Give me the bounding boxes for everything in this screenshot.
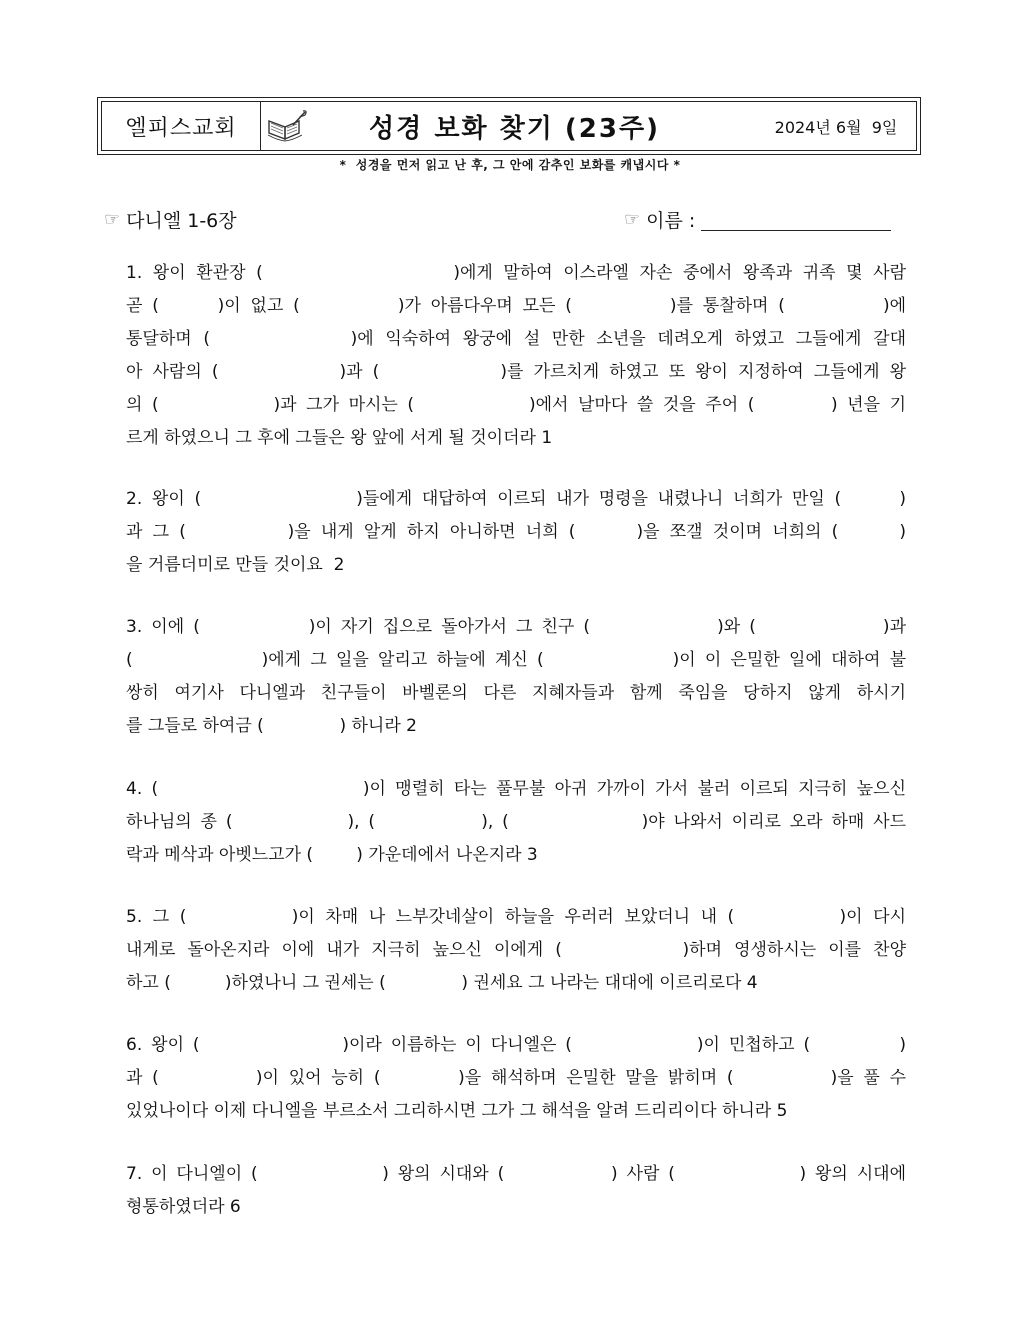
question-line: 과 그 ( )을 내게 알게 하지 아니하면 너희 ( )을 쪼갤 것이며 너희의 ( )	[126, 522, 906, 542]
pointing-hand-icon: ☞	[104, 209, 121, 230]
question-line: 르게 하였으니 그 후에 그들은 왕 앞에 서게 될 것이더라 1	[126, 428, 553, 448]
question-1	[126, 257, 906, 455]
chapter-label: 다니엘 1-6장	[126, 210, 237, 232]
question-line: 3. 이에 ( )이 자기 집으로 돌아가서 그 친구 ( )와 ( )과	[126, 617, 906, 637]
question-3	[126, 611, 906, 743]
question-4	[126, 773, 906, 872]
question-7	[126, 1158, 906, 1224]
instruction-text: * 성경을 먼저 읽고 난 후, 그 안에 감추인 보화를 캐냅시다 *	[339, 158, 681, 172]
question-line: 곧 ( )이 없고 ( )가 아름다우며 모든 ( )를 통찰하며 ( )에	[126, 296, 906, 316]
question-5	[126, 901, 906, 1000]
question-line: 있었나이다 이제 다니엘을 부르소서 그리하시면 그가 그 해석을 알려 드리리이다 하니라 5	[126, 1101, 788, 1121]
question-6	[126, 1029, 906, 1128]
name-field	[624, 206, 891, 233]
question-line: 내게로 돌아온지라 이에 내가 지극히 높으신 이에게 ( )하며 영생하시는 이를 찬양	[126, 940, 907, 960]
question-line: 아 사람의 ( )과 ( )를 가르치게 하였고 또 왕이 지정하여 그들에게 왕	[126, 362, 906, 382]
question-line: 쌍히 여기사 다니엘과 친구들이 바벨론의 다른 지혜자들과 함께 죽임을 당하지 않게 하시기	[126, 683, 906, 703]
question-2	[126, 483, 906, 582]
question-line: ( )에게 그 일을 알리고 하늘에 계신 ( )이 이 은밀한 일에 대하여 불	[126, 650, 906, 670]
chapter-heading	[104, 206, 237, 233]
question-line: 하나님의 종 ( ), ( ), ( )야 나와서 이리로 오라 하매 사드	[126, 812, 906, 832]
name-input-line[interactable]	[701, 208, 891, 231]
question-line: 1. 왕이 환관장 ( )에게 말하여 이스라엘 자손 중에서 왕족과 귀족 몇 사람	[126, 263, 906, 283]
book-logo-svg	[265, 109, 309, 143]
question-line: 형통하였더라 6	[126, 1197, 241, 1217]
question-line: 락과 메삭과 아벳느고가 ( ) 가운데에서 나온지라 3	[126, 845, 538, 865]
question-line: 을 거름더미로 만들 것이요 2	[126, 555, 345, 575]
pointing-hand-icon: ☞	[624, 209, 641, 230]
church-name: 엘피스교회	[102, 102, 261, 150]
question-line: 하고 ( )하였나니 그 권세는 ( ) 권세요 그 나라는 대대에 이르리로다 4	[126, 973, 758, 993]
page-title: 성경 보화 찾기 (23주)	[369, 113, 660, 144]
question-line: 통달하며 ( )에 익숙하여 왕궁에 설 만한 소년을 데려오게 하였고 그들에게 갈대	[126, 329, 906, 349]
question-line: 의 ( )과 그가 마시는 ( )에서 날마다 쓸 것을 주어 ( ) 년을 기	[126, 395, 906, 415]
question-line: 5. 그 ( )이 차매 나 느부갓네살이 하늘을 우러러 보았더니 내 ( )이 다시	[126, 907, 906, 927]
question-line: 4. ( )이 맹렬히 타는 풀무불 아귀 가까이 가서 불러 이르되 지극히 높으신	[126, 779, 906, 799]
open-book-quill-icon	[261, 102, 313, 150]
date-label: 2024년 6월 9일	[774, 117, 898, 137]
name-label: 이름 :	[646, 210, 696, 232]
question-line: 7. 이 다니엘이 ( ) 왕의 시대와 ( ) 사람 ( ) 왕의 시대에	[126, 1164, 906, 1184]
question-line: 6. 왕이 ( )이라 이름하는 이 다니엘은 ( )이 민첩하고 ( )	[126, 1035, 906, 1055]
question-line: 2. 왕이 ( )들에게 대답하여 이르되 내가 명령을 내렸나니 너희가 만일 ( )	[126, 489, 906, 509]
header-inner	[101, 101, 917, 151]
question-line: 를 그들로 하여금 ( ) 하니라 2	[126, 716, 417, 736]
header-box	[97, 97, 921, 155]
question-line: 과 ( )이 있어 능히 ( )을 해석하며 은밀한 말을 밝히며 ( )을 풀 수	[126, 1068, 906, 1088]
